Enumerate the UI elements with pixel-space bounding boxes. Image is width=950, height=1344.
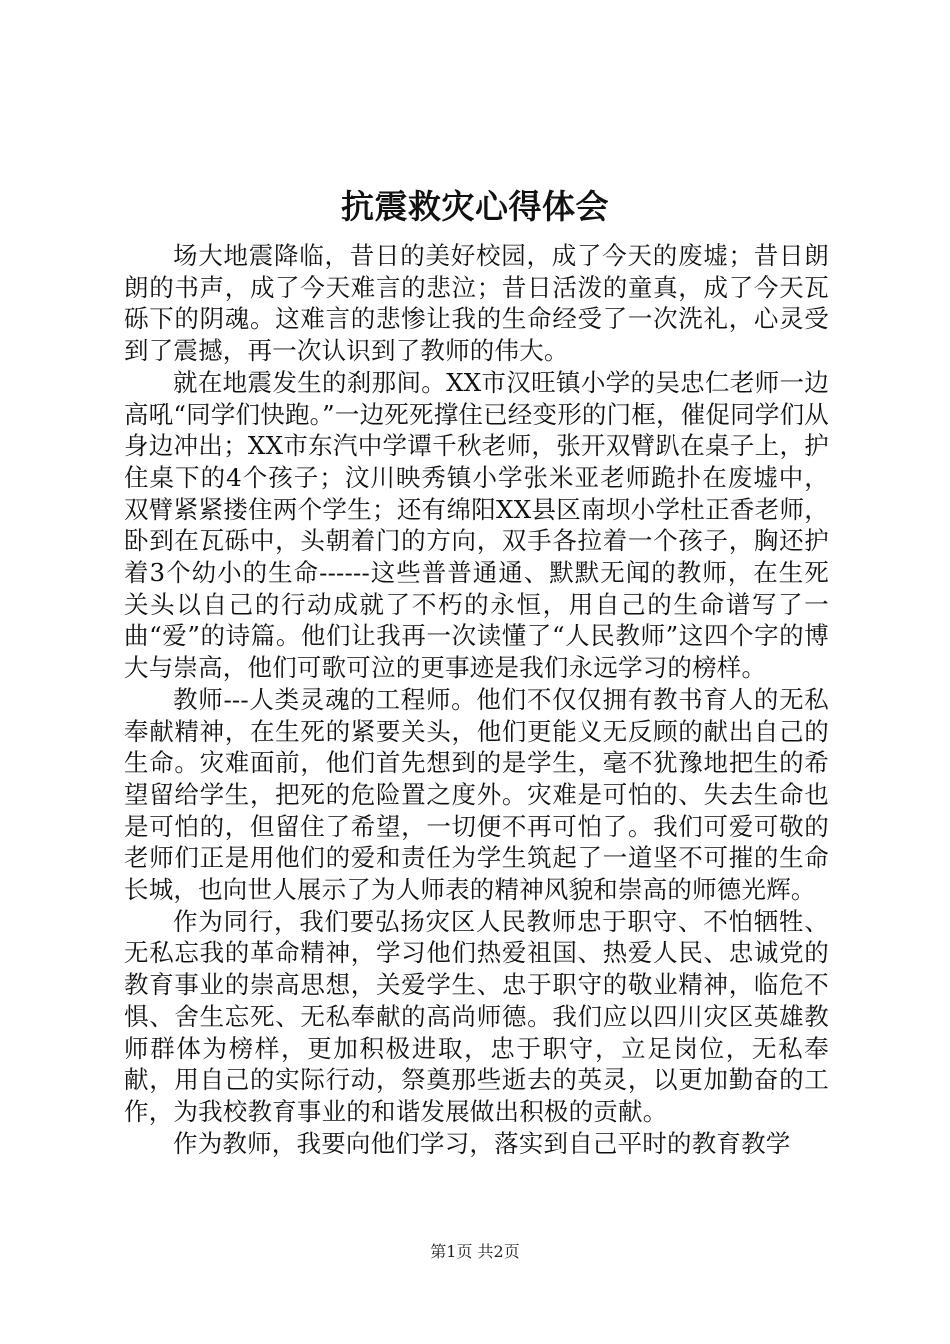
paragraph: 场大地震降临，昔日的美好校园，成了今天的废墟；昔日朗朗的书声，成了今天难言的悲泣；昔日活泼的童真，成了今天瓦砾下的阴魂。这难言的悲惨让我的生命经受了一次洗礼，心灵受到了震撼，再一次认识到了教师的伟大。 <box>124 241 829 366</box>
document-title: 抗震救灾心得体会 <box>341 187 609 226</box>
document-body <box>124 240 829 1159</box>
page-footer: 第1页 共2页 <box>430 1242 520 1261</box>
paragraph: 教师---人类灵魂的工程师。他们不仅仅拥有教书育人的无私奉献精神，在生死的紧要关头，他们更能义无反顾的献出自己的生命。灾难面前，他们首先想到的是学生，毫不犹豫地把生的希望留给学生，把死的危险置之度外。灾难是可怕的、失去生命也是可怕的，但留住了希望，一切便不再可怕了。我们可爱可敬的老师们正是用他们的爱和责任为学生筑起了一道坚不可摧的生命长城，也向世人展示了为人师表的精神风貌和崇高的师德光辉。 <box>124 684 829 905</box>
paragraph: 就在地震发生的刹那间。XX市汉旺镇小学的吴忠仁老师一边高吼“同学们快跑。”一边死死撑住已经变形的门框，催促同学们从身边冲出；XX市东汽中学谭千秋老师，张开双臂趴在桌子上，护住桌下的4个孩子；汶川映秀镇小学张米亚老师跪扑在废墟中，双臂紧紧搂住两个学生；还有绵阳XX县区南坝小学杜正香老师，卧到在瓦砾中，头朝着门的方向，双手各拉着一个孩子，胸还护着3个幼小的生命------这些普普通通、默默无闻的教师，在生死关头以自己的行动成就了不朽的永恒，用自己的生命谱写了一曲“爱”的诗篇。他们让我再一次读懂了“人民教师”这四个字的博大与崇高，他们可歌可泣的更事迹是我们永远学习的榜样。 <box>124 367 829 683</box>
paragraph: 作为同行，我们要弘扬灾区人民教师忠于职守、不怕牺牲、无私忘我的革命精神，学习他们热爱祖国、热爱人民、忠诚党的教育事业的崇高思想，关爱学生、忠于职守的敬业精神，临危不惧、舍生忘死、无私奉献的高尚师德。我们应以四川灾区英雄教师群体为榜样，更加积极进取，忠于职守，立足岗位，无私奉献，用自己的实际行动，祭奠那些逝去的英灵，以更加勤奋的工作，为我校教育事业的和谐发展做出积极的贡献。 <box>124 906 829 1126</box>
paragraph: 作为教师，我要向他们学习，落实到自己平时的教育教学 <box>173 1128 791 1158</box>
